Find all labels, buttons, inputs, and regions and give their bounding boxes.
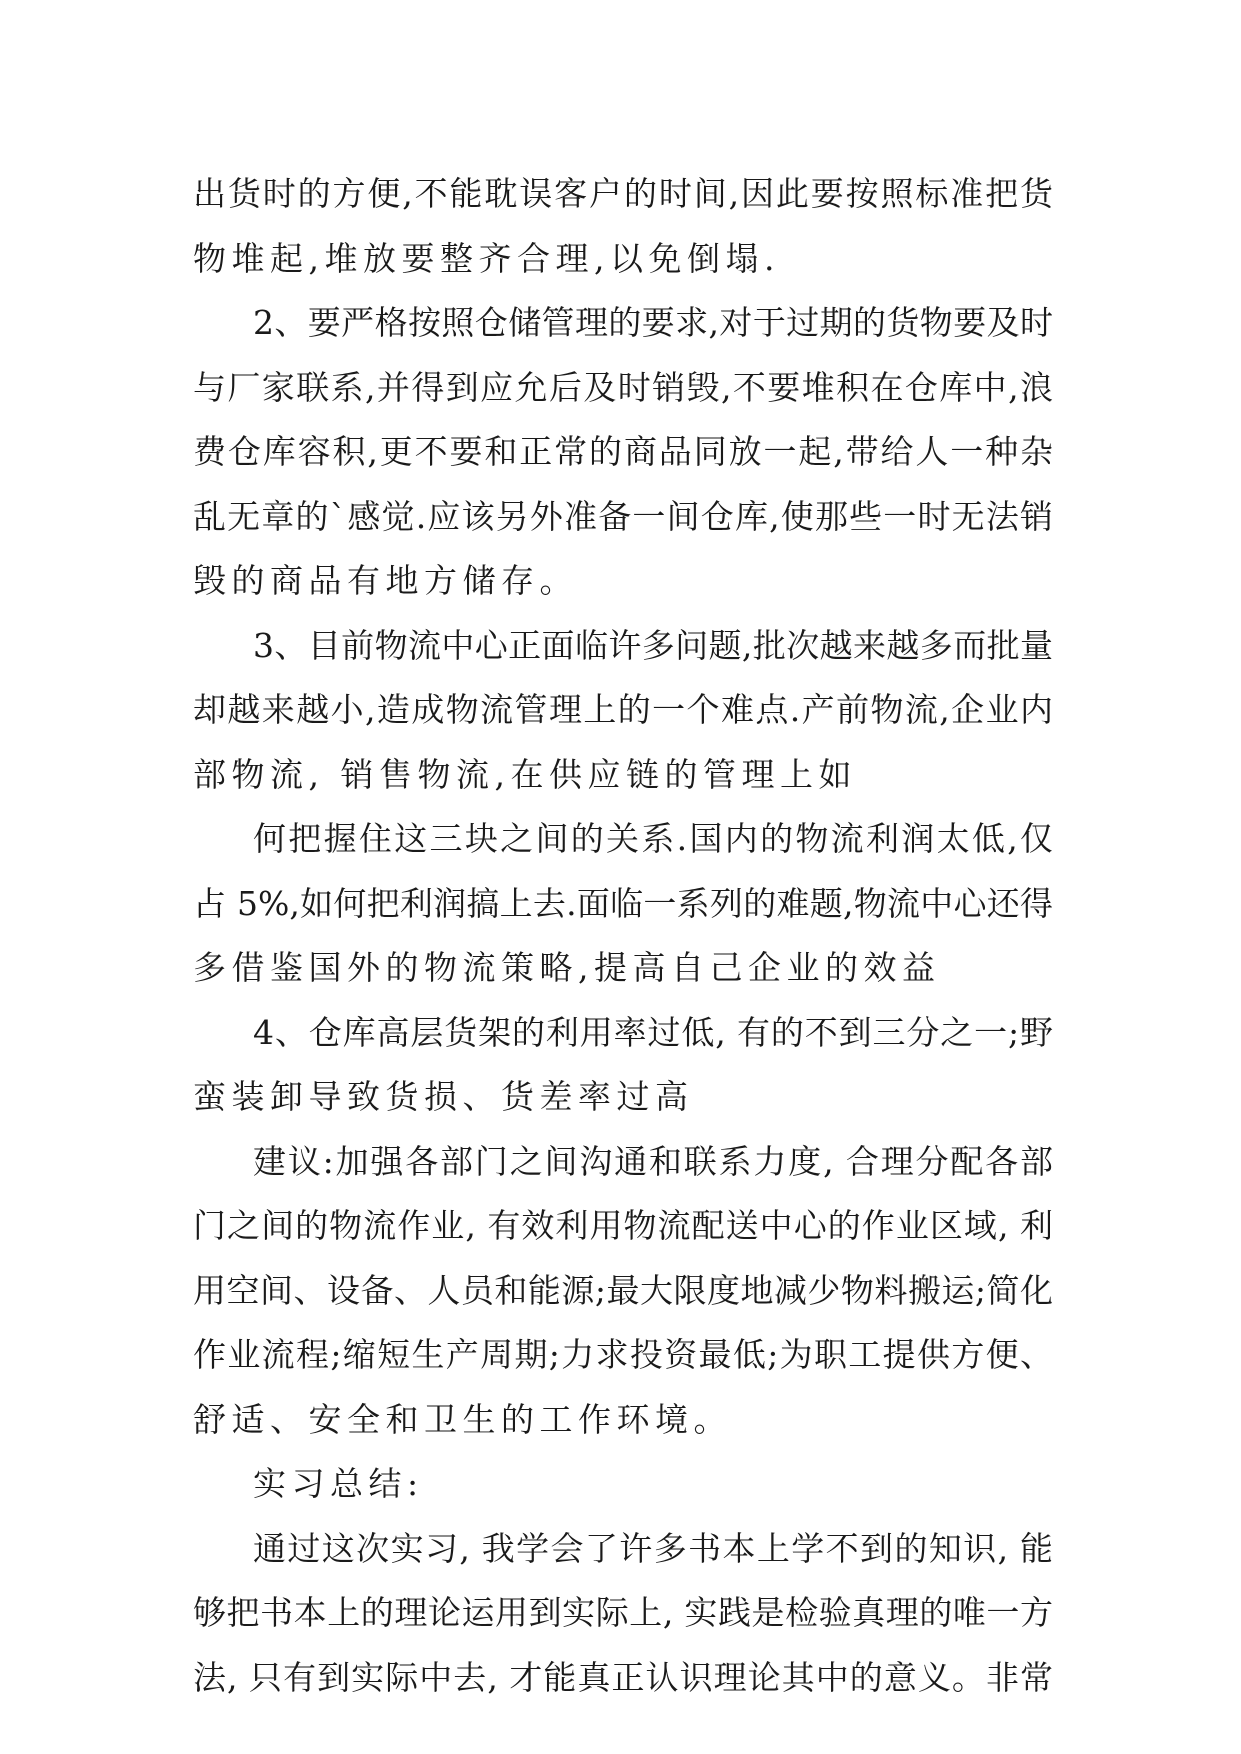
text-line: 建议:加强各部门之间沟通和联系力度, 合理分配各部	[253, 1141, 1053, 1181]
text-line: 物堆起,堆放要整齐合理,以免倒塌.	[193, 238, 780, 278]
text-line: 3、目前物流中心正面临许多问题,批次越来越多而批量	[253, 625, 1053, 665]
text-line: 乱无章的`感觉.应该另外准备一间仓库,使那些一时无法销	[193, 496, 1053, 536]
text-line: 何把握住这三块之间的关系.国内的物流利润太低,仅	[253, 819, 1053, 858]
text-line: 却越来越小,造成物流管理上的一个难点.产前物流,企业内	[193, 690, 1053, 729]
text-line: 法, 只有到实际中去, 才能真正认识理论其中的意义。非常	[193, 1657, 1053, 1697]
text-line: 费仓库容积,更不要和正常的商品同放一起,带给人一种杂	[193, 432, 1053, 471]
text-line: 2、要严格按照仓储管理的要求,对于过期的货物要及时	[253, 303, 1053, 342]
document-body	[193, 162, 1053, 1710]
text-line: 用空间、设备、人员和能源;最大限度地减少物料搬运;简化	[193, 1270, 1053, 1310]
text-line: 4、仓库高层货架的利用率过低, 有的不到三分之一;野	[253, 1012, 1053, 1052]
text-line: 与厂家联系,并得到应允后及时销毁,不要堆积在仓库中,浪	[193, 367, 1053, 407]
text-line: 门之间的物流作业, 有效利用物流配送中心的作业区域, 利	[193, 1206, 1053, 1245]
text-line: 出货时的方便,不能耽误客户的时间,因此要按照标准把货	[193, 174, 1053, 213]
text-line: 通过这次实习, 我学会了许多书本上学不到的知识, 能	[253, 1528, 1053, 1568]
text-line: 蛮装卸导致货损、货差率过高	[193, 1077, 694, 1116]
text-line: 多借鉴国外的物流策略,提高自己企业的效益	[193, 948, 941, 987]
text-line: 占 5%,如何把利润搞上去.面临一系列的难题,物流中心还得	[193, 883, 1053, 923]
text-line: 舒适、安全和卫生的工作环境。	[193, 1399, 732, 1439]
text-line: 部物流, 销售物流,在供应链的管理上如	[193, 754, 857, 794]
text-line: 毁的商品有地方储存。	[193, 561, 578, 600]
text-line: 实习总结:	[253, 1464, 424, 1503]
text-line: 够把书本上的理论运用到实际上, 实践是检验真理的唯一方	[193, 1593, 1053, 1632]
text-line: 作业流程;缩短生产周期;力求投资最低;为职工提供方便、	[193, 1335, 1053, 1374]
